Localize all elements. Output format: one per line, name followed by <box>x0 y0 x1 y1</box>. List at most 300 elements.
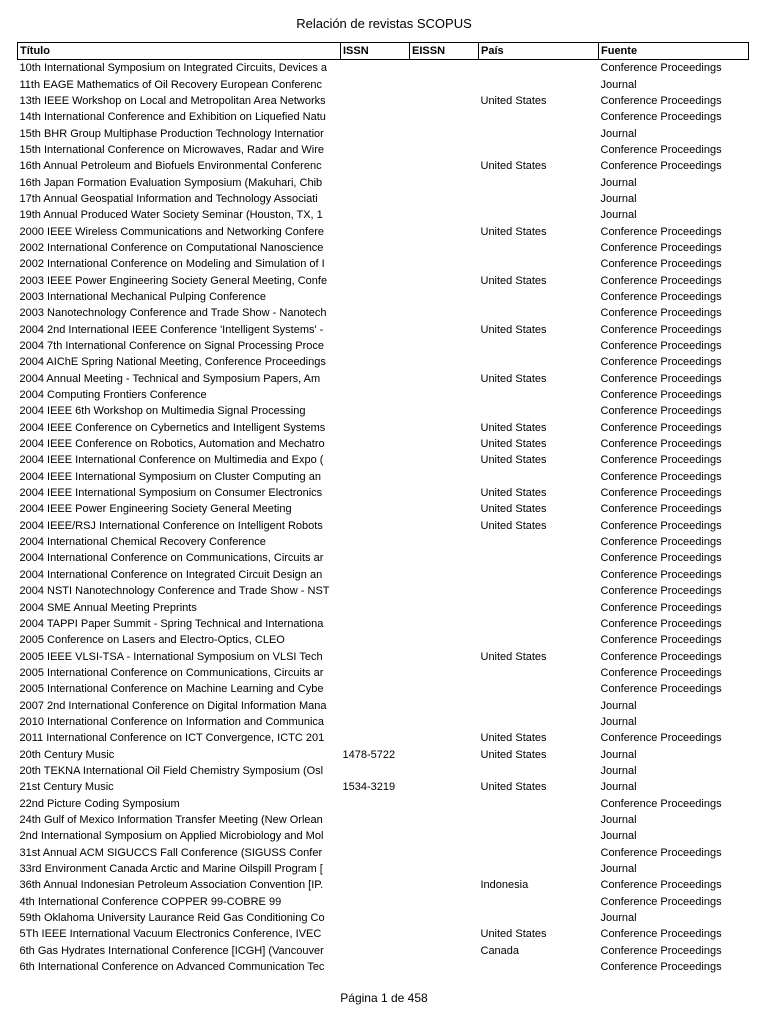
cell-eissn <box>410 125 479 141</box>
cell-issn <box>341 812 410 828</box>
cell-source: Conference Proceedings <box>600 879 722 892</box>
cell-title: 2004 IEEE Power Engineering Society General Meeting <box>19 503 292 516</box>
cell-title: 2011 International Conference on ICT Convergence, ICTC 201 <box>19 732 325 745</box>
cell-title: 2004 IEEE International Conference on Multimedia and Expo ( <box>19 454 324 467</box>
table-row <box>18 926 749 942</box>
table-row <box>18 599 749 615</box>
cell-country <box>479 338 599 354</box>
cell-eissn <box>410 910 479 926</box>
cell-country <box>479 550 599 566</box>
cell-title: 2004 IEEE Conference on Cybernetics and Intelligent Systems <box>19 421 326 434</box>
cell-eissn <box>410 272 479 288</box>
cell-source: Conference Proceedings <box>600 340 722 353</box>
cell-country <box>479 910 599 926</box>
table-row <box>18 371 749 387</box>
cell-title: 2004 IEEE International Symposium on Consumer Electronics <box>19 487 323 500</box>
cell-eissn <box>410 223 479 239</box>
table-row <box>18 420 749 436</box>
table-row <box>18 501 749 517</box>
cell-source: Conference Proceedings <box>600 585 722 598</box>
table-row <box>18 779 749 795</box>
cell-source: Journal <box>600 209 637 222</box>
cell-issn <box>341 403 410 419</box>
cell-eissn <box>410 697 479 713</box>
table-row <box>18 125 749 141</box>
cell-eissn <box>410 158 479 174</box>
cell-country: United States <box>480 225 547 238</box>
cell-issn <box>341 371 410 387</box>
cell-country <box>479 354 599 370</box>
cell-eissn <box>410 534 479 550</box>
cell-source: Conference Proceedings <box>600 944 722 957</box>
cell-source: Conference Proceedings <box>600 438 722 451</box>
cell-country <box>479 665 599 681</box>
table-row <box>18 142 749 158</box>
cell-country: United States <box>480 650 547 663</box>
cell-country <box>479 76 599 92</box>
table-row <box>18 845 749 861</box>
cell-title: 2004 IEEE 6th Workshop on Multimedia Signal Processing <box>19 405 306 418</box>
cell-eissn <box>410 387 479 403</box>
cell-source: Conference Proceedings <box>600 405 722 418</box>
cell-title: 21st Century Music <box>19 781 114 794</box>
cell-eissn <box>410 289 479 305</box>
cell-title: 16th Annual Petroleum and Biofuels Environmental Conferenc <box>19 160 322 173</box>
cell-issn <box>341 387 410 403</box>
cell-title: 14th International Conference and Exhibition on Liquefied Natu <box>19 111 326 124</box>
cell-title: 2005 International Conference on Communications, Circuits ar <box>19 666 324 679</box>
table-row <box>18 828 749 844</box>
cell-country: United States <box>480 781 547 794</box>
cell-country <box>479 469 599 485</box>
cell-issn <box>341 354 410 370</box>
cell-country <box>479 599 599 615</box>
cell-country: United States <box>480 487 547 500</box>
cell-source: Conference Proceedings <box>600 356 722 369</box>
cell-title: 10th International Symposium on Integrated Circuits, Devices a <box>19 62 328 75</box>
cell-title: 59th Oklahoma University Laurance Reid Gas Conditioning Co <box>19 912 325 925</box>
cell-issn <box>341 93 410 109</box>
cell-eissn <box>410 93 479 109</box>
cell-eissn <box>410 452 479 468</box>
cell-country <box>479 861 599 877</box>
cell-country: United States <box>480 519 547 532</box>
cell-eissn <box>410 485 479 501</box>
cell-issn <box>341 191 410 207</box>
cell-eissn <box>410 240 479 256</box>
cell-issn <box>341 109 410 125</box>
cell-title: 2004 Computing Frontiers Conference <box>19 389 207 402</box>
cell-source: Journal <box>600 813 637 826</box>
cell-country <box>479 207 599 223</box>
cell-country <box>479 959 599 975</box>
cell-issn <box>341 207 410 223</box>
cell-issn <box>341 60 410 77</box>
cell-eissn <box>410 894 479 910</box>
table-row <box>18 567 749 583</box>
cell-issn <box>341 322 410 338</box>
cell-source: Conference Proceedings <box>600 732 722 745</box>
table-header <box>18 43 749 60</box>
column-header-source: Fuente <box>599 43 749 60</box>
cell-source: Conference Proceedings <box>600 290 722 303</box>
table-row <box>18 485 749 501</box>
cell-issn <box>341 632 410 648</box>
cell-source: Conference Proceedings <box>600 650 722 663</box>
cell-source: Conference Proceedings <box>600 94 722 107</box>
cell-title: 2004 International Chemical Recovery Conference <box>19 536 266 549</box>
cell-title: 16th Japan Formation Evaluation Symposium (Makuhari, Chib <box>19 176 323 189</box>
cell-issn <box>341 910 410 926</box>
cell-source: Conference Proceedings <box>600 454 722 467</box>
cell-source: Conference Proceedings <box>600 666 722 679</box>
cell-title: 20th Century Music <box>19 748 115 761</box>
cell-eissn <box>410 583 479 599</box>
cell-source: Journal <box>600 830 637 843</box>
cell-issn: 1534-3219 <box>342 781 396 794</box>
table-row <box>18 191 749 207</box>
table-row <box>18 223 749 239</box>
cell-source: Conference Proceedings <box>600 634 722 647</box>
cell-title: 24th Gulf of Mexico Information Transfer Meeting (New Orlean <box>19 813 323 826</box>
cell-issn: 1478-5722 <box>342 748 396 761</box>
cell-issn <box>341 665 410 681</box>
cell-issn <box>341 142 410 158</box>
table-row <box>18 109 749 125</box>
table-row <box>18 697 749 713</box>
table-row <box>18 910 749 926</box>
cell-issn <box>341 861 410 877</box>
cell-eissn <box>410 795 479 811</box>
table-row <box>18 632 749 648</box>
table-row <box>18 256 749 272</box>
cell-title: 2004 Annual Meeting - Technical and Symposium Papers, Am <box>19 372 321 385</box>
cell-country <box>479 894 599 910</box>
cell-eissn <box>410 861 479 877</box>
cell-source: Conference Proceedings <box>600 797 722 810</box>
cell-issn <box>341 845 410 861</box>
cell-title: 2004 TAPPI Paper Summit - Spring Technical and Internationa <box>19 617 324 630</box>
cell-title: 2005 International Conference on Machine Learning and Cybe <box>19 683 324 696</box>
cell-issn <box>341 828 410 844</box>
cell-issn <box>341 567 410 583</box>
table-row <box>18 240 749 256</box>
table-row <box>18 648 749 664</box>
cell-title: 5Th IEEE International Vacuum Electronics Conference, IVEC <box>19 928 322 941</box>
cell-issn <box>341 730 410 746</box>
table-row <box>18 272 749 288</box>
table-row <box>18 354 749 370</box>
cell-issn <box>341 76 410 92</box>
cell-eissn <box>410 322 479 338</box>
cell-source: Journal <box>600 863 637 876</box>
cell-issn <box>341 714 410 730</box>
cell-country <box>479 289 599 305</box>
cell-eissn <box>410 518 479 534</box>
cell-title: 2002 International Conference on Modeling and Simulation of I <box>19 258 325 271</box>
cell-source: Conference Proceedings <box>600 895 722 908</box>
table-row <box>18 665 749 681</box>
table-row <box>18 469 749 485</box>
cell-country: United States <box>480 748 547 761</box>
cell-title: 31st Annual ACM SIGUCCS Fall Conference (SIGUSS Confer <box>19 846 323 859</box>
table-row <box>18 158 749 174</box>
cell-eissn <box>410 371 479 387</box>
cell-title: 2007 2nd International Conference on Digital Information Mana <box>19 699 327 712</box>
table-row <box>18 746 749 762</box>
cell-issn <box>341 436 410 452</box>
table-row <box>18 583 749 599</box>
cell-issn <box>341 272 410 288</box>
cell-eissn <box>410 681 479 697</box>
cell-issn <box>341 174 410 190</box>
cell-title: 15th BHR Group Multiphase Production Technology Internatior <box>19 127 324 140</box>
cell-country <box>479 714 599 730</box>
cell-source: Journal <box>600 78 637 91</box>
cell-country <box>479 534 599 550</box>
cell-issn <box>341 420 410 436</box>
cell-eissn <box>410 730 479 746</box>
cell-issn <box>341 616 410 632</box>
cell-issn <box>341 469 410 485</box>
cell-title: 2003 IEEE Power Engineering Society General Meeting, Confe <box>19 274 328 287</box>
cell-eissn <box>410 338 479 354</box>
cell-title: 19th Annual Produced Water Society Seminar (Houston, TX, 1 <box>19 209 323 222</box>
table-row <box>18 616 749 632</box>
cell-eissn <box>410 779 479 795</box>
cell-issn <box>341 894 410 910</box>
cell-title: 6th International Conference on Advanced Communication Tec <box>19 961 325 974</box>
cell-source: Journal <box>600 781 637 794</box>
cell-eissn <box>410 436 479 452</box>
cell-source: Conference Proceedings <box>600 470 722 483</box>
cell-source: Conference Proceedings <box>600 601 722 614</box>
cell-issn <box>341 583 410 599</box>
cell-eissn <box>410 828 479 844</box>
table-header-row <box>18 43 749 60</box>
cell-issn <box>341 550 410 566</box>
cell-title: 2004 7th International Conference on Signal Processing Proce <box>19 340 325 353</box>
cell-source: Conference Proceedings <box>600 160 722 173</box>
cell-source: Conference Proceedings <box>600 683 722 696</box>
cell-country <box>479 403 599 419</box>
cell-issn <box>341 518 410 534</box>
table-row <box>18 76 749 92</box>
cell-issn <box>341 501 410 517</box>
cell-source: Conference Proceedings <box>600 389 722 402</box>
table-row <box>18 289 749 305</box>
cell-country: United States <box>480 323 547 336</box>
cell-eissn <box>410 616 479 632</box>
cell-source: Journal <box>600 764 637 777</box>
cell-eissn <box>410 256 479 272</box>
cell-source: Conference Proceedings <box>600 421 722 434</box>
cell-country <box>479 795 599 811</box>
cell-country: United States <box>480 94 547 107</box>
cell-country: United States <box>480 421 547 434</box>
cell-source: Conference Proceedings <box>600 62 722 75</box>
cell-eissn <box>410 714 479 730</box>
cell-eissn <box>410 959 479 975</box>
cell-issn <box>341 223 410 239</box>
cell-source: Journal <box>600 715 637 728</box>
cell-issn <box>341 959 410 975</box>
cell-title: 2004 IEEE Conference on Robotics, Automation and Mechatro <box>19 438 325 451</box>
table-row <box>18 207 749 223</box>
cell-source: Conference Proceedings <box>600 241 722 254</box>
cell-issn <box>341 289 410 305</box>
cell-country <box>479 60 599 77</box>
cell-source: Journal <box>600 748 637 761</box>
cell-eissn <box>410 354 479 370</box>
cell-country <box>479 616 599 632</box>
cell-source: Conference Proceedings <box>600 307 722 320</box>
table-row <box>18 550 749 566</box>
cell-eissn <box>410 142 479 158</box>
cell-issn <box>341 305 410 321</box>
cell-eissn <box>410 305 479 321</box>
cell-issn <box>341 534 410 550</box>
cell-title: 2004 2nd International IEEE Conference 'Intelligent Systems' - <box>19 323 324 336</box>
table-row <box>18 322 749 338</box>
cell-source: Conference Proceedings <box>600 961 722 974</box>
cell-source: Conference Proceedings <box>600 372 722 385</box>
cell-eissn <box>410 501 479 517</box>
cell-country <box>479 845 599 861</box>
cell-country: United States <box>480 438 547 451</box>
cell-eissn <box>410 877 479 893</box>
cell-title: 11th EAGE Mathematics of Oil Recovery European Conferenc <box>19 78 322 91</box>
table-row <box>18 338 749 354</box>
cell-eissn <box>410 174 479 190</box>
cell-title: 2010 International Conference on Information and Communica <box>19 715 325 728</box>
cell-source: Conference Proceedings <box>600 111 722 124</box>
cell-issn <box>341 240 410 256</box>
cell-title: 2004 International Conference on Integrated Circuit Design an <box>19 568 323 581</box>
cell-issn <box>341 943 410 959</box>
cell-title: 17th Annual Geospatial Information and Technology Associati <box>19 192 318 205</box>
cell-eissn <box>410 648 479 664</box>
cell-issn <box>341 158 410 174</box>
cell-country: Indonesia <box>480 879 529 892</box>
cell-issn <box>341 648 410 664</box>
cell-eissn <box>410 550 479 566</box>
cell-country: United States <box>480 160 547 173</box>
table-row <box>18 959 749 975</box>
table-row <box>18 894 749 910</box>
journal-table-container <box>17 42 748 975</box>
cell-issn <box>341 763 410 779</box>
table-row <box>18 436 749 452</box>
cell-title: 2005 IEEE VLSI-TSA - International Symposium on VLSI Tech <box>19 650 323 663</box>
cell-title: 2004 IEEE/RSJ International Conference on Intelligent Robots <box>19 519 323 532</box>
cell-country: United States <box>480 928 547 941</box>
cell-source: Journal <box>600 127 637 140</box>
cell-issn <box>341 485 410 501</box>
cell-title: 2002 International Conference on Computational Nanoscience <box>19 241 324 254</box>
cell-eissn <box>410 76 479 92</box>
cell-country <box>479 387 599 403</box>
table-row <box>18 943 749 959</box>
cell-title: 2004 AIChE Spring National Meeting, Conference Proceedings <box>19 356 326 369</box>
cell-country <box>479 240 599 256</box>
cell-title: 36th Annual Indonesian Petroleum Association Convention [IP. <box>19 879 324 892</box>
cell-source: Journal <box>600 176 637 189</box>
cell-title: 13th IEEE Workshop on Local and Metropolitan Area Networks <box>19 94 326 107</box>
cell-country <box>479 125 599 141</box>
table-row <box>18 305 749 321</box>
cell-title: 20th TEKNA International Oil Field Chemistry Symposium (Osl <box>19 764 324 777</box>
page-title: Relación de revistas SCOPUS <box>296 16 472 31</box>
cell-country: Canada <box>480 944 520 957</box>
table-row <box>18 730 749 746</box>
cell-country <box>479 632 599 648</box>
cell-country: United States <box>480 503 547 516</box>
cell-title: 2005 Conference on Lasers and Electro-Optics, CLEO <box>19 634 285 647</box>
table-row <box>18 403 749 419</box>
table-row <box>18 60 749 77</box>
cell-title: 2003 Nanotechnology Conference and Trade Show - Nanotech <box>19 307 327 320</box>
cell-title: 4th International Conference COPPER 99-COBRE 99 <box>19 895 282 908</box>
cell-issn <box>341 877 410 893</box>
cell-title: 2000 IEEE Wireless Communications and Networking Confere <box>19 225 324 238</box>
cell-source: Journal <box>600 192 637 205</box>
cell-country <box>479 305 599 321</box>
table-row <box>18 681 749 697</box>
page-number: Página 1 de 458 <box>340 991 428 1005</box>
cell-eissn <box>410 943 479 959</box>
cell-country <box>479 567 599 583</box>
table-row <box>18 812 749 828</box>
cell-eissn <box>410 60 479 77</box>
table-row <box>18 518 749 534</box>
cell-country <box>479 142 599 158</box>
cell-eissn <box>410 763 479 779</box>
cell-country <box>479 681 599 697</box>
cell-title: 15th International Conference on Microwaves, Radar and Wire <box>19 143 324 156</box>
cell-country <box>479 812 599 828</box>
cell-issn <box>341 256 410 272</box>
cell-eissn <box>410 403 479 419</box>
cell-source: Conference Proceedings <box>600 143 722 156</box>
cell-country <box>479 256 599 272</box>
cell-source: Conference Proceedings <box>600 225 722 238</box>
cell-title: 6th Gas Hydrates International Conference [ICGH] (Vancouver <box>19 944 324 957</box>
cell-eissn <box>410 746 479 762</box>
cell-title: 33rd Environment Canada Arctic and Marine Oilspill Program [ <box>19 863 323 876</box>
table-row <box>18 763 749 779</box>
cell-eissn <box>410 926 479 942</box>
cell-issn <box>341 452 410 468</box>
cell-title: 2004 IEEE International Symposium on Cluster Computing an <box>19 470 321 483</box>
cell-source: Conference Proceedings <box>600 487 722 500</box>
column-header-title: Título <box>18 43 341 60</box>
table-row <box>18 93 749 109</box>
cell-eissn <box>410 207 479 223</box>
cell-eissn <box>410 632 479 648</box>
column-header-country: País <box>479 43 599 60</box>
cell-title: 2004 SME Annual Meeting Preprints <box>19 601 197 614</box>
cell-country: United States <box>480 372 547 385</box>
cell-country <box>479 763 599 779</box>
cell-title: 22nd Picture Coding Symposium <box>19 797 180 810</box>
cell-country <box>479 191 599 207</box>
cell-eissn <box>410 812 479 828</box>
cell-source: Conference Proceedings <box>600 552 722 565</box>
cell-country <box>479 828 599 844</box>
cell-eissn <box>410 109 479 125</box>
table-row <box>18 861 749 877</box>
